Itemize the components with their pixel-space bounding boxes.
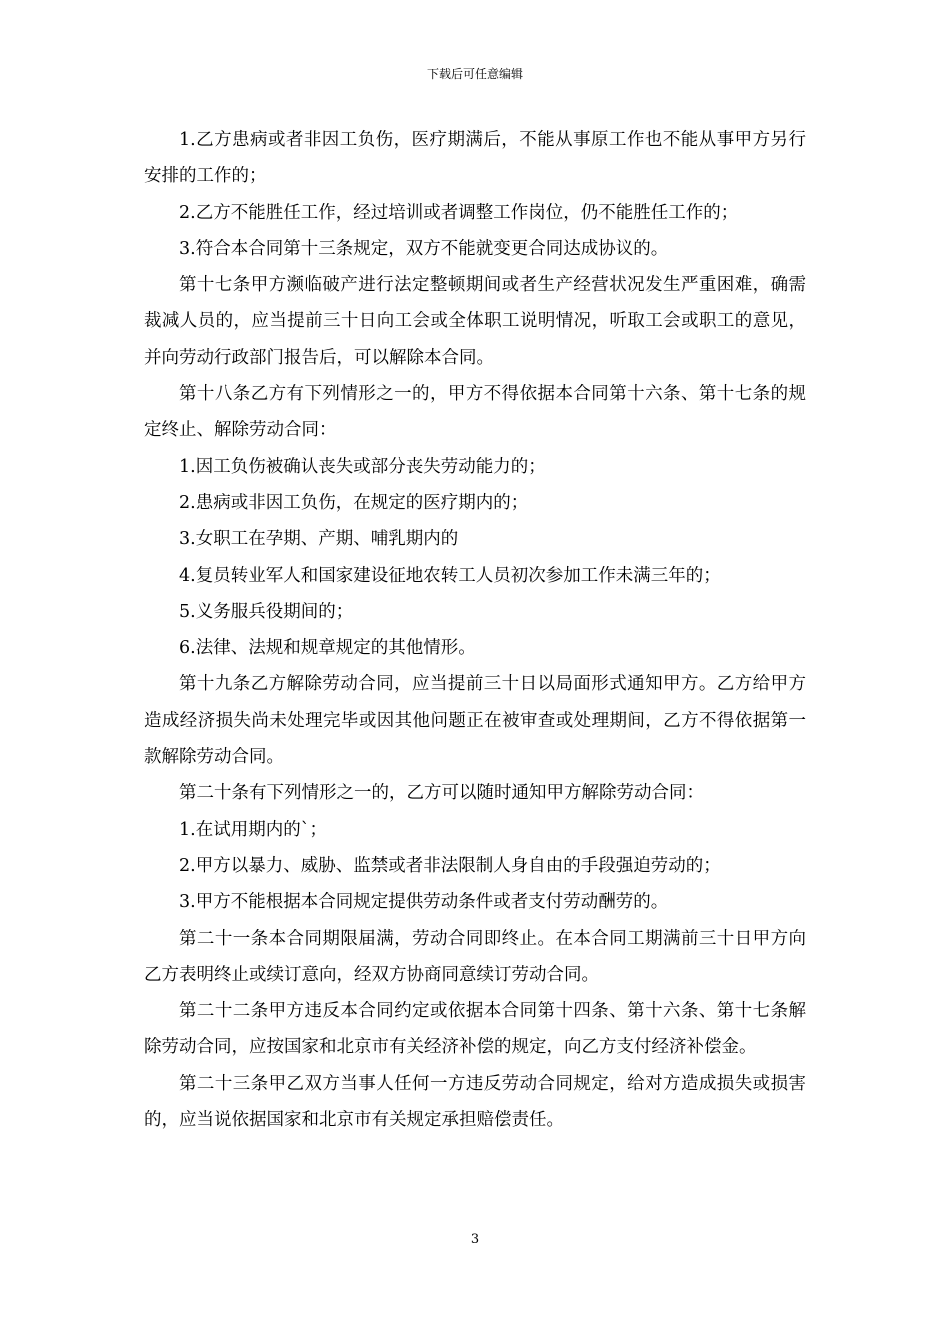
paragraph: 1.因工负伤被确认丧失或部分丧失劳动能力的； [179,456,546,477]
paragraph: 第二十一条本合同期限届满，劳动合同即终止。在本合同工期满前三十日甲方向乙方表明终止或续订意向，经双方协商同意续订劳动合同。 [144,928,806,985]
paragraph: 第十九条乙方解除劳动合同，应当提前三十日以局面形式通知甲方。乙方给甲方造成经济损失尚未处理完毕或因其他问题正在被审查或处理期间，乙方不得依据第一款解除劳动合同。 [144,674,806,768]
paragraph: 第二十三条甲乙双方当事人任何一方违反劳动合同规定，给对方造成损失或损害的，应当说依据国家和北京市有关规定承担赔偿责任。 [144,1073,806,1131]
paragraph: 2.患病或非因工负伤，在规定的医疗期内的； [179,492,529,513]
paragraph: 第十七条甲方濒临破产进行法定整顿期间或者生产经营状况发生严重困难，确需裁减人员的，应当提前三十日向工会或全体职工说明情况，听取工会或职工的意见，并向劳动行政部门报告后，可以解除本合同。 [144,275,806,368]
paragraph: 第二十二条甲方违反本合同约定或依据本合同第十四条、第十六条、第十七条解除劳动合同，应按国家和北京市有关经济补偿的规定，向乙方支付经济补偿金。 [144,1001,806,1058]
paragraph: 6.法律、法规和规章规定的其他情形。 [179,638,476,659]
paragraph: 4.复员转业军人和国家建设征地农转工人员初次参加工作未满三年的； [179,565,721,586]
page-number: 3 [470,1232,480,1247]
paragraph: 第二十条有下列情形之一的，乙方可以随时通知甲方解除劳动合同： [179,783,704,804]
document-body [144,122,806,1138]
paragraph: 5.义务服兵役期间的； [179,601,354,622]
paragraph: 3.女职工在孕期、产期、哺乳期内的 [179,529,459,550]
paragraph: 3.符合本合同第十三条规定，双方不能就变更合同达成协议的。 [179,238,669,259]
paragraph: 3.甲方不能根据本合同规定提供劳动条件或者支付劳动酬劳的。 [179,892,669,913]
paragraph: 2.甲方以暴力、威胁、监禁或者非法限制人身自由的手段强迫劳动的； [179,855,721,876]
paragraph: 2.乙方不能胜任工作，经过培训或者调整工作岗位，仍不能胜任工作的； [179,202,739,223]
paragraph: 第十八条乙方有下列情形之一的，甲方不得依据本合同第十六条、第十七条的规定终止、解除劳动合同： [144,384,806,441]
page-header: 下载后可任意编辑 [426,67,523,81]
paragraph: 1.乙方患病或者非因工负伤，医疗期满后，不能从事原工作也不能从事甲方另行安排的工作的； [144,130,806,187]
paragraph: 1.在试用期内的`； [179,819,327,840]
